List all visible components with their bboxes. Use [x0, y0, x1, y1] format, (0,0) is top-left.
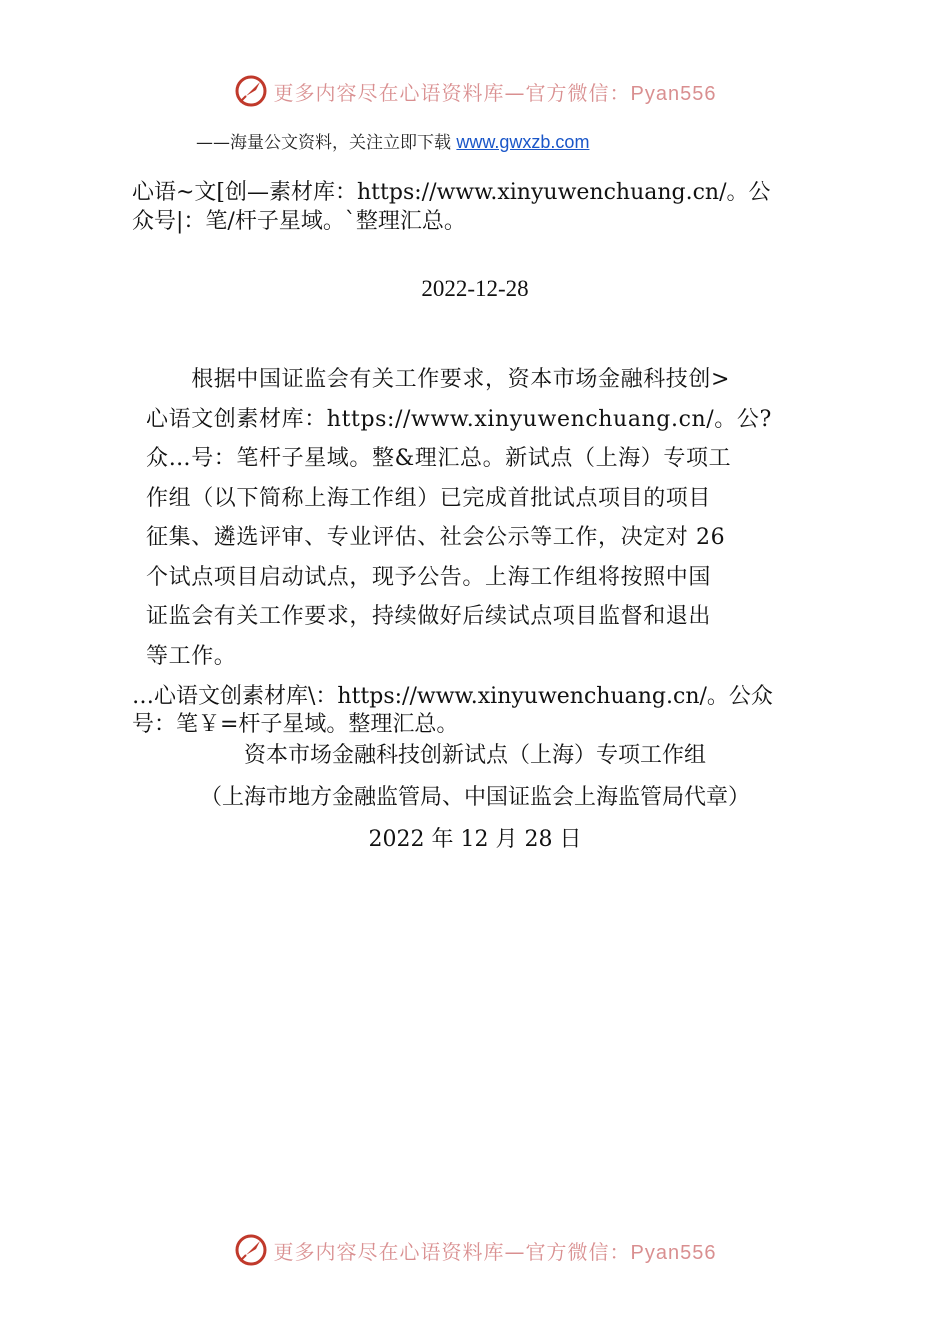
body-line: 证监会有关工作要求，持续做好后续试点项目监督和退出: [146, 604, 712, 629]
quill-pen-logo-icon: [234, 1233, 268, 1267]
signature-org: 资本市场金融科技创新试点（上海）专项工作组: [243, 743, 706, 768]
body-line: 众…号：笔杆子星域。整&理汇总。新试点（上海）专项工: [146, 446, 732, 471]
body-line: 心语文创素材库：https://www.xinyuwenchuang.cn/。公?: [146, 406, 772, 432]
watermark-bottom-line-1: …心语文创素材库\：https://www.xinyuwenchuang.cn/。公众: [132, 684, 773, 709]
quill-pen-logo-icon: [234, 74, 268, 108]
banner-text: 更多内容尽在心语资料库—官方微信：Pyan556: [273, 1239, 717, 1264]
signature-seal: （上海市地方金融监管局、中国证监会上海监管局代章）: [199, 785, 750, 810]
document-date: 2022-12-28: [421, 276, 529, 301]
body-line: 个试点项目启动试点，现予公告。上海工作组将按照中国: [146, 564, 712, 590]
wechat-id: Pyan556: [630, 82, 717, 105]
wechat-id: Pyan556: [630, 1241, 717, 1264]
download-link[interactable]: www.gwxzb.com: [456, 132, 590, 152]
download-subline: ——海量公文资料，关注立即下载 www.gwxzb.com: [196, 132, 590, 153]
signature-date: 2022 年 12 月 28 日: [368, 827, 582, 852]
header-banner: [0, 74, 950, 108]
banner-text: 更多内容尽在心语资料库—官方微信：Pyan556: [273, 80, 717, 105]
body-line: 根据中国证监会有关工作要求，资本市场金融科技创>: [146, 367, 731, 392]
watermark-top-line-1: 心语~文[创—素材库：https://www.xinyuwenchuang.cn/。公: [132, 180, 771, 205]
watermark-bottom-line-2: 号：笔￥=杆子星域。整理汇总。: [132, 712, 459, 737]
watermark-top-line-2: 众号|：笔/杆子星域。`整理汇总。: [132, 209, 466, 234]
body-line: 等工作。: [146, 643, 237, 669]
footer-banner: [0, 1233, 950, 1267]
body-paragraph: [146, 360, 816, 676]
body-line: 作组（以下简称上海工作组）已完成首批试点项目的项目: [146, 485, 712, 511]
body-line: 征集、遴选评审、专业评估、社会公示等工作，决定对 26: [146, 525, 726, 550]
